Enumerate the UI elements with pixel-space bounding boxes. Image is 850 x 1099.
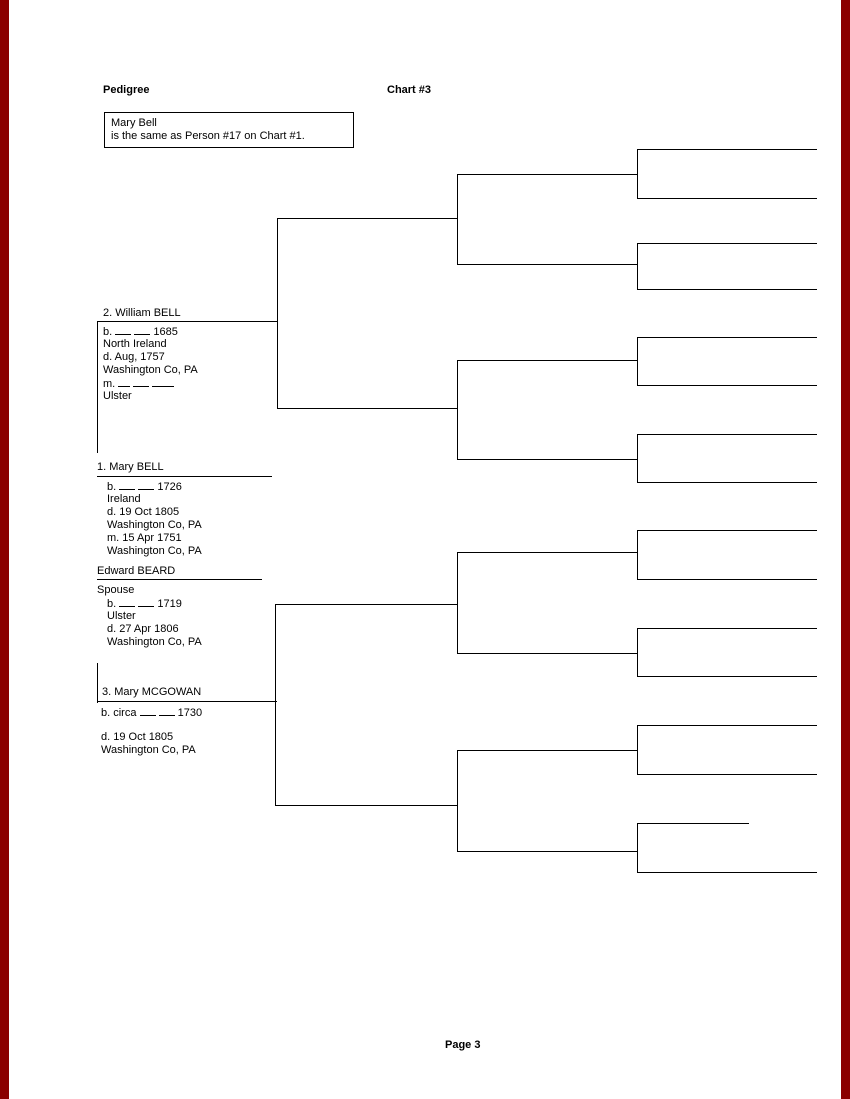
gen5-line-5 xyxy=(637,337,817,338)
father-marriage-prefix: m. xyxy=(103,378,116,390)
spouse-birth-place: Ulster xyxy=(107,610,136,622)
gen5-line-8 xyxy=(637,482,817,483)
gen4-connector-1 xyxy=(637,149,638,198)
gen5-line-4 xyxy=(637,289,817,290)
mother-name: 3. Mary MCGOWAN xyxy=(102,686,202,698)
gen4-connector-7 xyxy=(637,725,638,774)
gen5-line-11 xyxy=(637,628,817,629)
spouse-label: Spouse xyxy=(97,584,135,596)
gen4-connector-3 xyxy=(637,337,638,385)
father-branch-connector xyxy=(277,218,278,408)
gen5-line-10 xyxy=(637,579,817,580)
gen4-line-2 xyxy=(457,264,637,265)
gen5-line-12 xyxy=(637,676,817,677)
note-box xyxy=(104,112,354,148)
gen4-line-1 xyxy=(457,174,637,175)
gen4-connector-6 xyxy=(637,628,638,676)
gen4-line-8 xyxy=(457,851,637,852)
mother-birth xyxy=(101,706,202,720)
gen3-connector-2 xyxy=(457,360,458,459)
subject-birth xyxy=(107,480,182,494)
father-birth xyxy=(103,325,178,339)
gen4-line-5 xyxy=(457,552,637,553)
maternal-grandfather-line xyxy=(275,604,457,605)
mother-name-line xyxy=(97,701,277,702)
spouse-death: d. 27 Apr 1806 xyxy=(107,623,179,635)
gen4-line-4 xyxy=(457,459,637,460)
paternal-grandfather-line xyxy=(277,218,457,219)
father-birth-place: North Ireland xyxy=(103,338,167,350)
gen4-connector-4 xyxy=(637,434,638,482)
spouse-name: Edward BEARD xyxy=(97,565,176,577)
subject-death-place: Washington Co, PA xyxy=(107,519,202,531)
father-death: d. Aug, 1757 xyxy=(103,351,165,363)
subject-marriage: m. 15 Apr 1751 xyxy=(107,532,182,544)
father-name-line xyxy=(97,321,277,322)
father-marriage-place: Ulster xyxy=(103,390,132,402)
gen3-connector-3 xyxy=(457,552,458,653)
gen5-line-15 xyxy=(637,823,749,824)
subject-death: d. 19 Oct 1805 xyxy=(107,506,180,518)
subject-birth-place: Ireland xyxy=(107,493,141,505)
gen5-line-1 xyxy=(637,149,817,150)
gen4-line-3 xyxy=(457,360,637,361)
gen5-line-3 xyxy=(637,243,817,244)
spouse-birth xyxy=(107,597,182,611)
page-number: Page 3 xyxy=(445,1039,481,1051)
father-birth-prefix: b. xyxy=(103,326,113,338)
maternal-grandmother-line xyxy=(275,805,457,806)
father-marriage xyxy=(103,377,174,391)
gen4-line-7 xyxy=(457,750,637,751)
mother-bracket-line xyxy=(97,663,98,703)
mother-death: d. 19 Oct 1805 xyxy=(101,731,174,743)
page-title: Pedigree xyxy=(103,84,150,96)
gen3-connector-1 xyxy=(457,174,458,264)
gen5-line-6 xyxy=(637,385,817,386)
subject-marriage-place: Washington Co, PA xyxy=(107,545,202,557)
chart-label: Chart #3 xyxy=(387,84,432,96)
gen4-connector-8 xyxy=(637,823,638,872)
note-line-1: Mary Bell xyxy=(111,117,157,129)
gen4-connector-2 xyxy=(637,243,638,289)
pedigree-page xyxy=(9,0,841,1099)
spouse-birth-year: 1719 xyxy=(157,598,182,610)
mother-branch-connector xyxy=(275,604,276,805)
mother-birth-year: 1730 xyxy=(177,707,203,719)
paternal-grandmother-line xyxy=(277,408,457,409)
father-bracket-line xyxy=(97,321,98,453)
father-name: 2. William BELL xyxy=(103,307,181,319)
gen4-connector-5 xyxy=(637,530,638,579)
gen5-line-14 xyxy=(637,774,817,775)
spouse-birth-prefix: b. xyxy=(107,598,117,610)
subject-birth-prefix: b. xyxy=(107,481,117,493)
note-line-2: is the same as Person #17 on Chart #1. xyxy=(111,130,305,142)
spouse-death-place: Washington Co, PA xyxy=(107,636,202,648)
gen5-line-16 xyxy=(637,872,817,873)
subject-name-line xyxy=(97,476,272,477)
mother-death-place: Washington Co, PA xyxy=(101,744,196,756)
mother-birth-prefix: b. circa xyxy=(101,707,137,719)
spouse-name-line xyxy=(97,579,262,580)
subject-birth-year: 1726 xyxy=(157,481,182,493)
gen4-line-6 xyxy=(457,653,637,654)
father-death-place: Washington Co, PA xyxy=(103,364,198,376)
gen5-line-2 xyxy=(637,198,817,199)
gen5-line-13 xyxy=(637,725,817,726)
gen3-connector-4 xyxy=(457,750,458,851)
father-birth-year: 1685 xyxy=(153,326,178,338)
gen5-line-9 xyxy=(637,530,817,531)
gen5-line-7 xyxy=(637,434,817,435)
subject-name: 1. Mary BELL xyxy=(97,461,164,473)
